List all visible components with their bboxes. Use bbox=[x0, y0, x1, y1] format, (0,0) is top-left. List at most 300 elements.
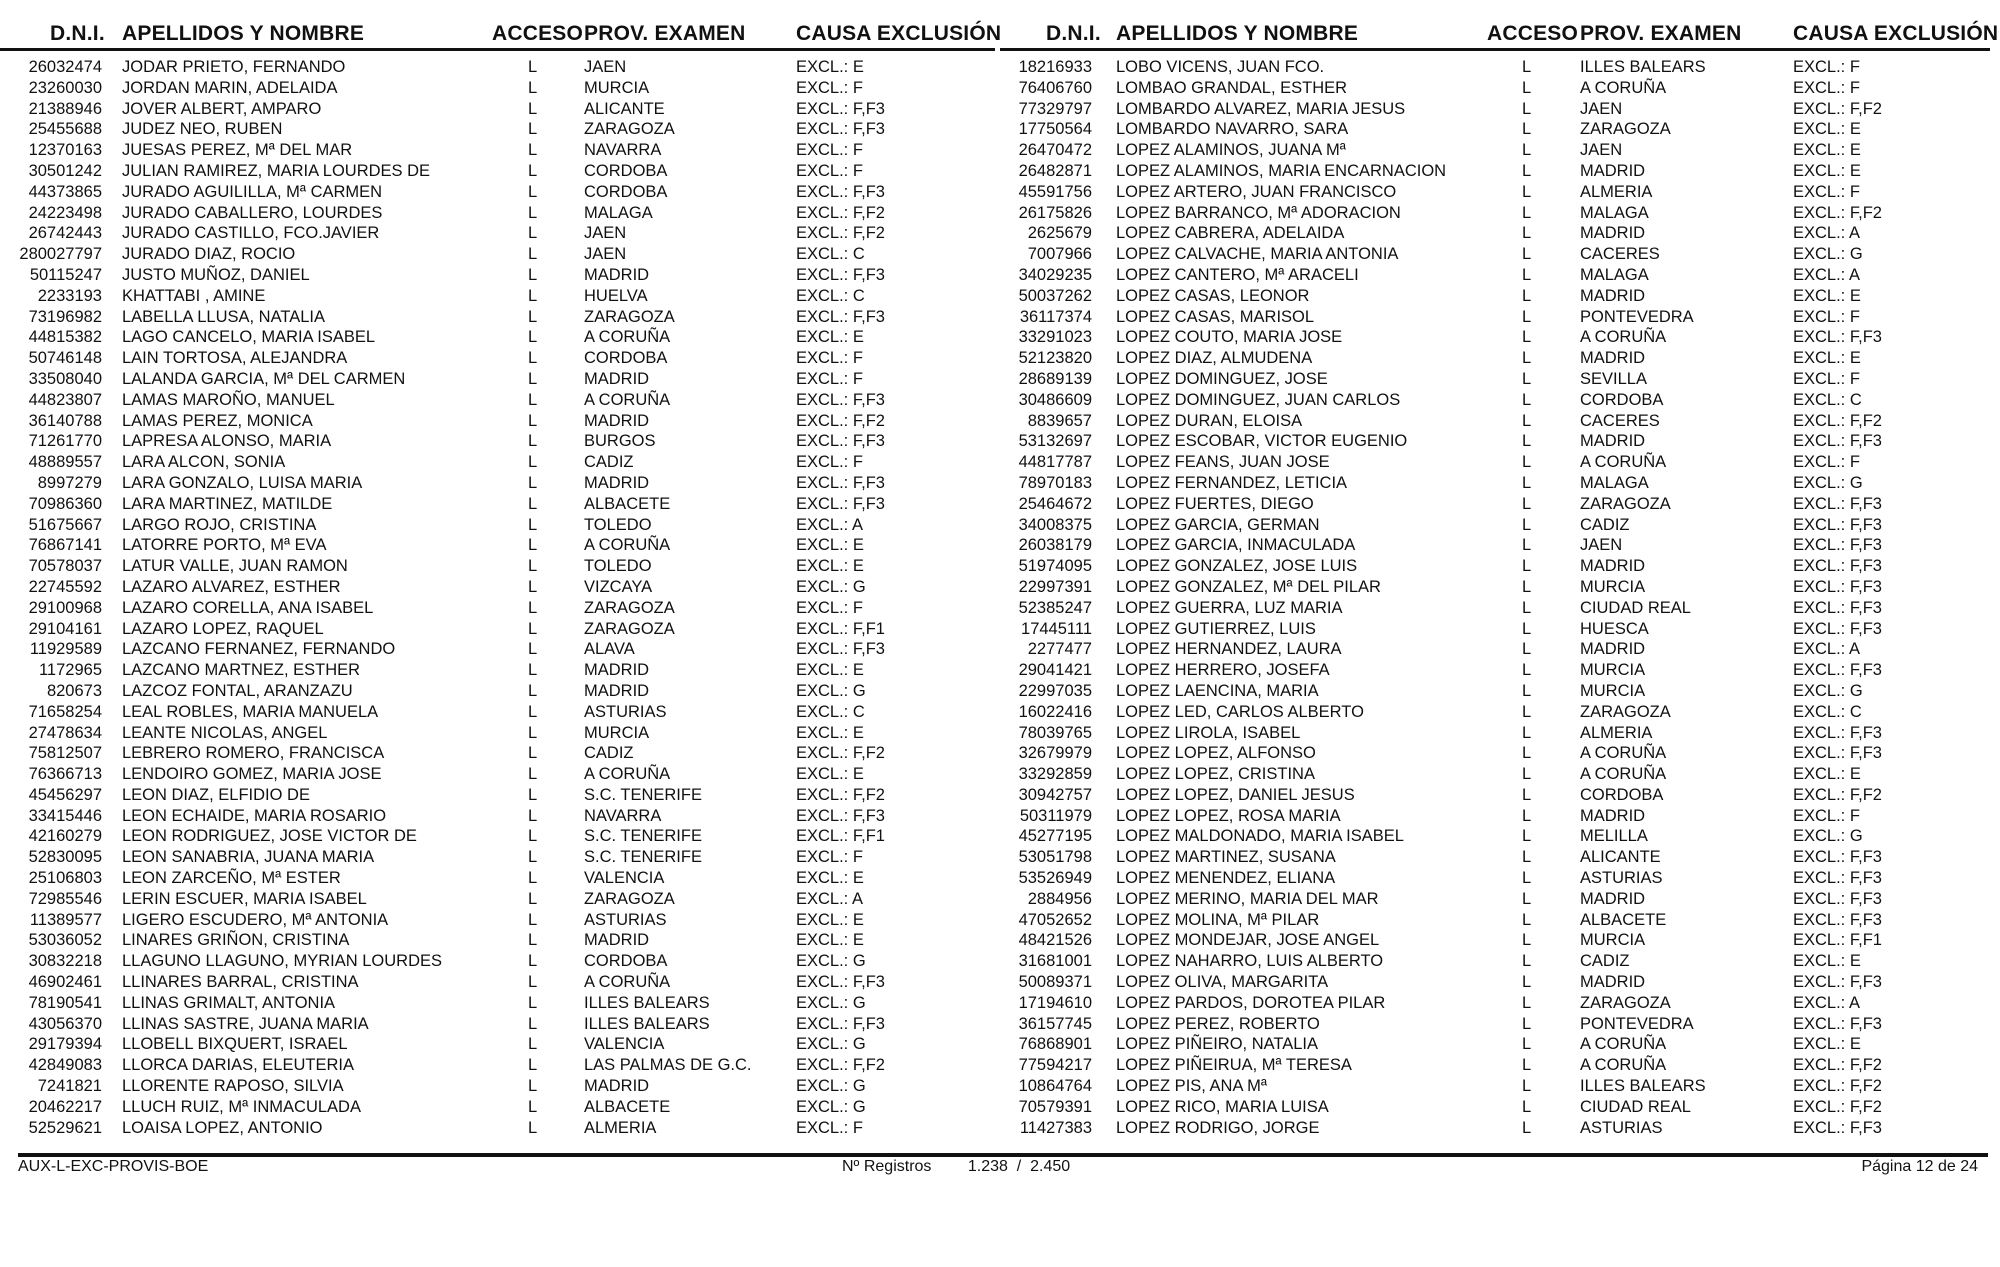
prov-examen-cell: ALAVA bbox=[584, 640, 635, 659]
acceso-cell: L bbox=[528, 203, 538, 222]
causa-exclusion-cell: EXCL.: F,F3 bbox=[796, 640, 885, 659]
causa-exclusion-cell: EXCL.: F,F2 bbox=[796, 224, 885, 243]
table-row bbox=[0, 1097, 995, 1118]
acceso-cell: L bbox=[1522, 245, 1532, 264]
dni-cell: 2625679 bbox=[1027, 224, 1092, 243]
right-column-table bbox=[1000, 22, 1999, 1138]
acceso-cell: L bbox=[1522, 515, 1532, 534]
dni-cell: 11427383 bbox=[1019, 1118, 1092, 1137]
dni-cell: 76867141 bbox=[28, 536, 102, 555]
acceso-cell: L bbox=[528, 598, 538, 617]
acceso-cell: L bbox=[528, 1097, 538, 1116]
dni-cell: 43056370 bbox=[28, 1014, 102, 1033]
name-cell: LAZARO LOPEZ, RAQUEL bbox=[122, 619, 324, 638]
prov-examen-cell: VALENCIA bbox=[584, 1035, 665, 1054]
causa-exclusion-cell: EXCL.: F,F1 bbox=[796, 619, 885, 638]
table-row bbox=[0, 223, 995, 244]
prov-examen-cell: VIZCAYA bbox=[584, 577, 653, 596]
name-cell: LOPEZ DOMINGUEZ, JOSE bbox=[1116, 369, 1328, 388]
header-causa-exclusion: CAUSA EXCLUSIÓN bbox=[796, 22, 1002, 45]
table-row bbox=[0, 390, 995, 411]
acceso-cell: L bbox=[1522, 577, 1532, 596]
prov-examen-cell: MADRID bbox=[1580, 286, 1646, 305]
name-cell: LOPEZ FUERTES, DIEGO bbox=[1116, 494, 1314, 513]
dni-cell: 30501242 bbox=[28, 161, 102, 180]
prov-examen-cell: MURCIA bbox=[1580, 577, 1646, 596]
causa-exclusion-cell: EXCL.: F,F2 bbox=[1793, 411, 1882, 430]
prov-examen-cell: MURCIA bbox=[1580, 681, 1646, 700]
prov-examen-cell: MURCIA bbox=[1580, 661, 1646, 680]
acceso-cell: L bbox=[1522, 203, 1532, 222]
name-cell: LAZARO ALVAREZ, ESTHER bbox=[122, 577, 341, 596]
name-cell: LEON DIAZ, ELFIDIO DE bbox=[122, 785, 310, 804]
name-cell: LOPEZ CASAS, LEONOR bbox=[1116, 286, 1310, 305]
name-cell: LOPEZ PIÑEIRUA, Mª TERESA bbox=[1116, 1056, 1352, 1075]
table-header bbox=[0, 22, 1002, 51]
acceso-cell: L bbox=[528, 702, 538, 721]
causa-exclusion-cell: EXCL.: F,F3 bbox=[796, 432, 885, 451]
causa-exclusion-cell: EXCL.: F,F2 bbox=[1793, 203, 1882, 222]
acceso-cell: L bbox=[1522, 973, 1532, 992]
name-cell: LOPEZ RICO, MARIA LUISA bbox=[1116, 1097, 1329, 1116]
table-row bbox=[1000, 411, 1990, 432]
name-cell: JODAR PRIETO, FERNANDO bbox=[122, 58, 346, 76]
prov-examen-cell: ZARAGOZA bbox=[584, 307, 675, 326]
name-cell: LOPEZ CASAS, MARISOL bbox=[1116, 307, 1315, 326]
table-row bbox=[0, 182, 995, 203]
dni-cell: 31681001 bbox=[1018, 952, 1092, 971]
footer-divider bbox=[18, 1153, 1988, 1157]
table-row bbox=[0, 764, 995, 785]
name-cell: JUESAS PEREZ, Mª DEL MAR bbox=[122, 141, 353, 160]
causa-exclusion-cell: EXCL.: E bbox=[1793, 161, 1861, 180]
dni-cell: 26482871 bbox=[1018, 161, 1092, 180]
name-cell: LOBO VICENS, JUAN FCO. bbox=[1116, 58, 1325, 76]
prov-examen-cell: A CORUÑA bbox=[1580, 78, 1667, 97]
name-cell: LOPEZ FEANS, JUAN JOSE bbox=[1116, 453, 1330, 472]
prov-examen-cell: A CORUÑA bbox=[1580, 765, 1667, 784]
prov-examen-cell: HUELVA bbox=[584, 286, 648, 305]
acceso-cell: L bbox=[528, 224, 538, 243]
acceso-cell: L bbox=[1522, 993, 1532, 1012]
dni-cell: 48889557 bbox=[28, 453, 102, 472]
table-row bbox=[0, 140, 995, 161]
acceso-cell: L bbox=[528, 78, 538, 97]
acceso-cell: L bbox=[528, 307, 538, 326]
prov-examen-cell: MALAGA bbox=[584, 203, 653, 222]
dni-cell: 17194610 bbox=[1018, 993, 1092, 1012]
dni-cell: 17750564 bbox=[1018, 120, 1092, 139]
prov-examen-cell: JAEN bbox=[1580, 141, 1623, 160]
dni-cell: 50089371 bbox=[1018, 973, 1092, 992]
dni-cell: 2233193 bbox=[37, 286, 102, 305]
name-cell: LENDOIRO GOMEZ, MARIA JOSE bbox=[122, 765, 382, 784]
acceso-cell: L bbox=[528, 723, 538, 742]
causa-exclusion-cell: EXCL.: E bbox=[796, 931, 864, 950]
table-row bbox=[1000, 223, 1990, 244]
prov-examen-cell: ZARAGOZA bbox=[1580, 120, 1671, 139]
causa-exclusion-cell: EXCL.: F,F3 bbox=[796, 120, 885, 139]
dni-cell: 17445111 bbox=[1021, 619, 1092, 638]
name-cell: LOPEZ OLIVA, MARGARITA bbox=[1116, 973, 1329, 992]
dni-cell: 78970183 bbox=[1018, 473, 1092, 492]
table-row bbox=[0, 119, 995, 140]
causa-exclusion-cell: EXCL.: F,F3 bbox=[1793, 744, 1882, 763]
dni-cell: 70578037 bbox=[28, 557, 102, 576]
causa-exclusion-cell: EXCL.: C bbox=[796, 286, 865, 305]
name-cell: LATUR VALLE, JUAN RAMON bbox=[122, 557, 348, 576]
prov-examen-cell: NAVARRA bbox=[584, 141, 662, 160]
prov-examen-cell: CACERES bbox=[1580, 411, 1660, 430]
prov-examen-cell: MADRID bbox=[584, 265, 650, 284]
prov-examen-cell: JAEN bbox=[584, 224, 627, 243]
dni-cell: 71261770 bbox=[28, 432, 102, 451]
causa-exclusion-cell: EXCL.: F,F3 bbox=[1793, 723, 1882, 742]
table-row bbox=[1000, 57, 1990, 78]
causa-exclusion-cell: EXCL.: F,F3 bbox=[1793, 598, 1882, 617]
acceso-cell: L bbox=[528, 661, 538, 680]
dni-cell: 22745592 bbox=[28, 577, 102, 596]
header-name: APELLIDOS Y NOMBRE bbox=[1116, 22, 1359, 45]
prov-examen-cell: MELILLA bbox=[1580, 827, 1648, 846]
dni-cell: 53051798 bbox=[1018, 848, 1092, 867]
prov-examen-cell: CORDOBA bbox=[584, 349, 668, 368]
causa-exclusion-cell: EXCL.: F bbox=[796, 78, 863, 97]
dni-cell: 50037262 bbox=[1018, 286, 1092, 305]
prov-examen-cell: LAS PALMAS DE G.C. bbox=[584, 1056, 752, 1075]
prov-examen-cell: ILLES BALEARS bbox=[1580, 58, 1706, 76]
acceso-cell: L bbox=[528, 411, 538, 430]
causa-exclusion-cell: EXCL.: G bbox=[1793, 681, 1863, 700]
left-column-table bbox=[0, 22, 1002, 1138]
table-row bbox=[0, 702, 995, 723]
name-cell: LERIN ESCUER, MARIA ISABEL bbox=[122, 889, 367, 908]
table-row bbox=[1000, 764, 1990, 785]
acceso-cell: L bbox=[528, 494, 538, 513]
table-row bbox=[1000, 99, 1990, 120]
dni-cell: 25464672 bbox=[1018, 494, 1092, 513]
causa-exclusion-cell: EXCL.: E bbox=[1793, 286, 1861, 305]
table-row bbox=[0, 99, 995, 120]
prov-examen-cell: CIUDAD REAL bbox=[1580, 1097, 1691, 1116]
table-row bbox=[0, 1076, 995, 1097]
prov-examen-cell: ALMERIA bbox=[584, 1118, 657, 1137]
name-cell: LOPEZ HERNANDEZ, LAURA bbox=[1116, 640, 1342, 659]
name-cell: LOPEZ ALAMINOS, JUANA Mª bbox=[1116, 141, 1346, 160]
prov-examen-cell: MADRID bbox=[1580, 224, 1646, 243]
dni-cell: 77594217 bbox=[1018, 1056, 1092, 1075]
acceso-cell: L bbox=[1522, 265, 1532, 284]
table-row bbox=[1000, 140, 1990, 161]
dni-cell: 7241821 bbox=[37, 1077, 102, 1096]
causa-exclusion-cell: EXCL.: F,F3 bbox=[796, 182, 885, 201]
acceso-cell: L bbox=[1522, 494, 1532, 513]
name-cell: LAZARO CORELLA, ANA ISABEL bbox=[122, 598, 374, 617]
name-cell: LEON ZARCEÑO, Mª ESTER bbox=[122, 869, 341, 888]
name-cell: JURADO AGUILILLA, Mª CARMEN bbox=[122, 182, 383, 201]
table-row bbox=[0, 930, 995, 951]
prov-examen-cell: BURGOS bbox=[584, 432, 656, 451]
acceso-cell: L bbox=[1522, 432, 1532, 451]
name-cell: LOPEZ PARDOS, DOROTEA PILAR bbox=[1116, 993, 1386, 1012]
name-cell: LOPEZ LIROLA, ISABEL bbox=[1116, 723, 1301, 742]
name-cell: LOPEZ CANTERO, Mª ARACELI bbox=[1116, 265, 1359, 284]
prov-examen-cell: MADRID bbox=[1580, 557, 1646, 576]
causa-exclusion-cell: EXCL.: F,F2 bbox=[796, 785, 885, 804]
dni-cell: 71658254 bbox=[28, 702, 102, 721]
name-cell: LEBRERO ROMERO, FRANCISCA bbox=[122, 744, 385, 763]
causa-exclusion-cell: EXCL.: E bbox=[1793, 952, 1861, 971]
dni-cell: 32679979 bbox=[1018, 744, 1092, 763]
prov-examen-cell: A CORUÑA bbox=[1580, 328, 1667, 347]
acceso-cell: L bbox=[528, 369, 538, 388]
dni-cell: 30486609 bbox=[1018, 390, 1092, 409]
name-cell: LLORCA DARIAS, ELEUTERIA bbox=[122, 1056, 354, 1075]
name-cell: LABELLA LLUSA, NATALIA bbox=[122, 307, 325, 326]
table-row bbox=[0, 723, 995, 744]
causa-exclusion-cell: EXCL.: C bbox=[796, 702, 865, 721]
acceso-cell: L bbox=[1522, 1097, 1532, 1116]
table-row bbox=[1000, 681, 1990, 702]
acceso-cell: L bbox=[1522, 224, 1532, 243]
name-cell: LAMAS PEREZ, MONICA bbox=[122, 411, 313, 430]
name-cell: LLOBELL BIXQUERT, ISRAEL bbox=[122, 1035, 348, 1054]
table-row bbox=[1000, 307, 1990, 328]
table-row bbox=[1000, 473, 1990, 494]
prov-examen-cell: TOLEDO bbox=[584, 557, 652, 576]
causa-exclusion-cell: EXCL.: G bbox=[1793, 827, 1863, 846]
table-row bbox=[1000, 390, 1990, 411]
header-prov-examen: PROV. EXAMEN bbox=[1580, 22, 1742, 45]
dni-cell: 52385247 bbox=[1018, 598, 1092, 617]
causa-exclusion-cell: EXCL.: A bbox=[1793, 993, 1860, 1012]
name-cell: LAMAS MAROÑO, MANUEL bbox=[122, 390, 335, 409]
causa-exclusion-cell: EXCL.: F,F2 bbox=[796, 411, 885, 430]
table-row bbox=[0, 369, 995, 390]
causa-exclusion-cell: EXCL.: F,F3 bbox=[1793, 889, 1882, 908]
prov-examen-cell: JAEN bbox=[1580, 536, 1623, 555]
prov-examen-cell: ALBACETE bbox=[584, 1097, 671, 1116]
acceso-cell: L bbox=[528, 910, 538, 929]
table-row bbox=[0, 494, 995, 515]
table-row bbox=[1000, 806, 1990, 827]
causa-exclusion-cell: EXCL.: F,F3 bbox=[1793, 1118, 1882, 1137]
acceso-cell: L bbox=[1522, 1077, 1532, 1096]
name-cell: LOPEZ LOPEZ, ROSA MARIA bbox=[1116, 806, 1341, 825]
name-cell: LOPEZ GARCIA, INMACULADA bbox=[1116, 536, 1356, 555]
prov-examen-cell: S.C. TENERIFE bbox=[584, 848, 702, 867]
causa-exclusion-cell: EXCL.: F,F3 bbox=[1793, 661, 1882, 680]
table-row bbox=[1000, 889, 1990, 910]
name-cell: LINARES GRIÑON, CRISTINA bbox=[122, 931, 350, 950]
name-cell: LALANDA GARCIA, Mª DEL CARMEN bbox=[122, 369, 406, 388]
causa-exclusion-cell: EXCL.: F bbox=[796, 161, 863, 180]
name-cell: JULIAN RAMIREZ, MARIA LOURDES DE bbox=[122, 161, 431, 180]
table-row bbox=[1000, 826, 1990, 847]
dni-cell: 50311979 bbox=[1019, 806, 1092, 825]
causa-exclusion-cell: EXCL.: F bbox=[796, 349, 863, 368]
causa-exclusion-cell: EXCL.: F bbox=[1793, 182, 1860, 201]
prov-examen-cell: CORDOBA bbox=[584, 182, 668, 201]
dni-cell: 76406760 bbox=[1018, 78, 1092, 97]
acceso-cell: L bbox=[1522, 931, 1532, 950]
acceso-cell: L bbox=[528, 869, 538, 888]
table-row bbox=[1000, 577, 1990, 598]
acceso-cell: L bbox=[1522, 390, 1532, 409]
dni-cell: 78190541 bbox=[28, 993, 102, 1012]
acceso-cell: L bbox=[1522, 411, 1532, 430]
name-cell: LOPEZ COUTO, MARIA JOSE bbox=[1116, 328, 1343, 347]
dni-cell: 72985546 bbox=[28, 889, 102, 908]
acceso-cell: L bbox=[1522, 806, 1532, 825]
prov-examen-cell: A CORUÑA bbox=[1580, 1035, 1667, 1054]
name-cell: LAZCANO FERNANEZ, FERNANDO bbox=[122, 640, 396, 659]
table-row bbox=[0, 847, 995, 868]
causa-exclusion-cell: EXCL.: E bbox=[796, 765, 864, 784]
table-row bbox=[1000, 556, 1990, 577]
acceso-cell: L bbox=[528, 744, 538, 763]
dni-cell: 23260030 bbox=[28, 78, 102, 97]
causa-exclusion-cell: EXCL.: E bbox=[1793, 141, 1861, 160]
acceso-cell: L bbox=[528, 619, 538, 638]
table-row bbox=[1000, 660, 1990, 681]
prov-examen-cell: MADRID bbox=[584, 1077, 650, 1096]
name-cell: LOPEZ MALDONADO, MARIA ISABEL bbox=[1116, 827, 1404, 846]
dni-cell: 24223498 bbox=[28, 203, 102, 222]
name-cell: LARGO ROJO, CRISTINA bbox=[122, 515, 317, 534]
causa-exclusion-cell: EXCL.: G bbox=[796, 1035, 866, 1054]
table-row bbox=[0, 1055, 995, 1076]
table-row bbox=[0, 473, 995, 494]
table-row bbox=[1000, 369, 1990, 390]
acceso-cell: L bbox=[1522, 58, 1532, 76]
prov-examen-cell: JAEN bbox=[584, 58, 627, 76]
name-cell: LAPRESA ALONSO, MARIA bbox=[122, 432, 332, 451]
table-row bbox=[1000, 327, 1990, 348]
dni-cell: 52529621 bbox=[28, 1118, 102, 1137]
table-row bbox=[0, 660, 995, 681]
table-row bbox=[0, 535, 995, 556]
causa-exclusion-cell: EXCL.: F,F2 bbox=[1793, 1097, 1882, 1116]
page-number: Página 12 de 24 bbox=[1861, 1158, 1978, 1175]
prov-examen-cell: VALENCIA bbox=[584, 869, 665, 888]
causa-exclusion-cell: EXCL.: F,F3 bbox=[796, 99, 885, 118]
dni-cell: 44817787 bbox=[1018, 453, 1092, 472]
prov-examen-cell: MADRID bbox=[584, 411, 650, 430]
name-cell: LIGERO ESCUDERO, Mª ANTONIA bbox=[122, 910, 389, 929]
prov-examen-cell: ILLES BALEARS bbox=[584, 993, 710, 1012]
name-cell: LAGO CANCELO, MARIA ISABEL bbox=[122, 328, 376, 347]
prov-examen-cell: A CORUÑA bbox=[584, 973, 671, 992]
acceso-cell: L bbox=[1522, 473, 1532, 492]
dni-cell: 42849083 bbox=[28, 1056, 102, 1075]
dni-cell: 78039765 bbox=[1018, 723, 1092, 742]
prov-examen-cell: CACERES bbox=[1580, 245, 1660, 264]
name-cell: LOPEZ ARTERO, JUAN FRANCISCO bbox=[1116, 182, 1397, 201]
causa-exclusion-cell: EXCL.: F bbox=[796, 453, 863, 472]
causa-exclusion-cell: EXCL.: C bbox=[1793, 390, 1862, 409]
table-row bbox=[0, 244, 995, 265]
prov-examen-cell: ASTURIAS bbox=[584, 702, 667, 721]
table-row bbox=[0, 452, 995, 473]
causa-exclusion-cell: EXCL.: F,F2 bbox=[796, 744, 885, 763]
prov-examen-cell: NAVARRA bbox=[584, 806, 662, 825]
name-cell: LLORENTE RAPOSO, SILVIA bbox=[122, 1077, 344, 1096]
table-row bbox=[1000, 119, 1990, 140]
prov-examen-cell: ZARAGOZA bbox=[584, 889, 675, 908]
prov-examen-cell: ASTURIAS bbox=[1580, 869, 1663, 888]
dni-cell: 50115247 bbox=[29, 265, 102, 284]
prov-examen-cell: ASTURIAS bbox=[1580, 1118, 1663, 1137]
prov-examen-cell: ALBACETE bbox=[584, 494, 671, 513]
causa-exclusion-cell: EXCL.: F,F3 bbox=[796, 307, 885, 326]
causa-exclusion-cell: EXCL.: F,F3 bbox=[796, 806, 885, 825]
prov-examen-cell: A CORUÑA bbox=[1580, 744, 1667, 763]
name-cell: LOPEZ DIAZ, ALMUDENA bbox=[1116, 349, 1313, 368]
table-row bbox=[0, 785, 995, 806]
prov-examen-cell: MURCIA bbox=[1580, 931, 1646, 950]
table-row bbox=[1000, 1118, 1990, 1139]
acceso-cell: L bbox=[1522, 536, 1532, 555]
name-cell: LEON RODRIGUEZ, JOSE VICTOR DE bbox=[122, 827, 417, 846]
name-cell: LOPEZ PEREZ, ROBERTO bbox=[1116, 1014, 1320, 1033]
acceso-cell: L bbox=[528, 889, 538, 908]
dni-cell: 44815382 bbox=[28, 328, 102, 347]
name-cell: LOMBARDO NAVARRO, SARA bbox=[1116, 120, 1349, 139]
acceso-cell: L bbox=[1522, 765, 1532, 784]
table-row bbox=[1000, 1014, 1990, 1035]
acceso-cell: L bbox=[1522, 1118, 1532, 1137]
causa-exclusion-cell: EXCL.: A bbox=[1793, 640, 1860, 659]
table-row bbox=[1000, 244, 1990, 265]
acceso-cell: L bbox=[1522, 619, 1532, 638]
name-cell: JOVER ALBERT, AMPARO bbox=[122, 99, 322, 118]
dni-cell: 33291023 bbox=[1018, 328, 1092, 347]
dni-cell: 30942757 bbox=[1018, 785, 1092, 804]
acceso-cell: L bbox=[528, 952, 538, 971]
causa-exclusion-cell: EXCL.: F,F3 bbox=[796, 494, 885, 513]
prov-examen-cell: ILLES BALEARS bbox=[584, 1014, 710, 1033]
table-row bbox=[1000, 1097, 1990, 1118]
dni-cell: 29100968 bbox=[28, 598, 102, 617]
name-cell: LLINAS GRIMALT, ANTONIA bbox=[122, 993, 336, 1012]
acceso-cell: L bbox=[528, 328, 538, 347]
causa-exclusion-cell: EXCL.: F,F3 bbox=[796, 973, 885, 992]
dni-cell: 34008375 bbox=[1018, 515, 1092, 534]
dni-cell: 33292859 bbox=[1018, 765, 1092, 784]
prov-examen-cell: MADRID bbox=[1580, 161, 1646, 180]
prov-examen-cell: A CORUÑA bbox=[584, 765, 671, 784]
causa-exclusion-cell: EXCL.: F,F1 bbox=[1793, 931, 1882, 950]
dni-cell: 18216933 bbox=[1018, 58, 1092, 76]
acceso-cell: L bbox=[1522, 598, 1532, 617]
dni-cell: 22997035 bbox=[1018, 681, 1092, 700]
causa-exclusion-cell: EXCL.: E bbox=[1793, 349, 1861, 368]
registros-label: Nº Registros bbox=[842, 1158, 932, 1175]
acceso-cell: L bbox=[1522, 120, 1532, 139]
name-cell: LAZCANO MARTNEZ, ESTHER bbox=[122, 661, 361, 680]
name-cell: LOPEZ DOMINGUEZ, JUAN CARLOS bbox=[1116, 390, 1401, 409]
acceso-cell: L bbox=[1522, 286, 1532, 305]
name-cell: LOPEZ PIS, ANA Mª bbox=[1116, 1077, 1267, 1096]
prov-examen-cell: ZARAGOZA bbox=[1580, 993, 1671, 1012]
acceso-cell: L bbox=[1522, 681, 1532, 700]
name-cell: JORDAN MARIN, ADELAIDA bbox=[122, 78, 338, 97]
table-row bbox=[1000, 452, 1990, 473]
name-cell: LOPEZ GONZALEZ, JOSE LUIS bbox=[1116, 557, 1358, 576]
causa-exclusion-cell: EXCL.: F,F3 bbox=[796, 473, 885, 492]
prov-examen-cell: MALAGA bbox=[1580, 265, 1649, 284]
